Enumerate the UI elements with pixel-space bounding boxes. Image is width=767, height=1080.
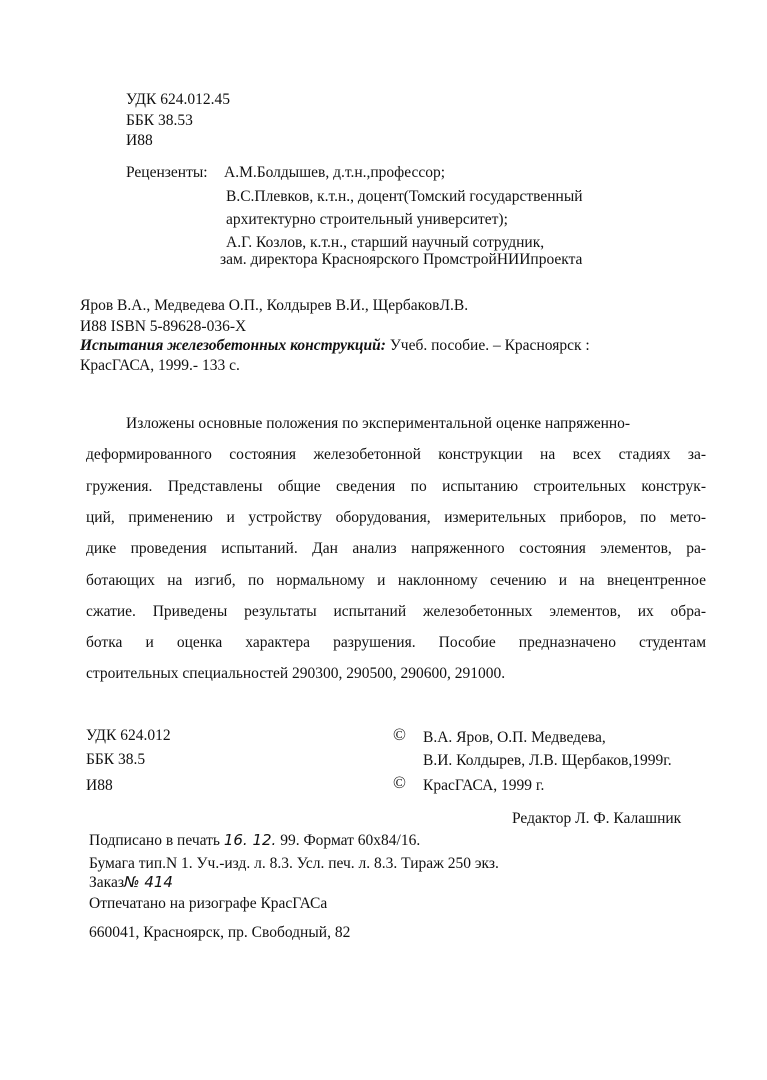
- abstract-line: гружения. Представлены общие сведения по испытанию строительных конструк-: [86, 478, 706, 495]
- author-mark: И88: [126, 132, 153, 149]
- abstract-line: строительных специальностей 290300, 290500, 290600, 291000.: [86, 665, 506, 682]
- reviewer-line: архитектурно строительный университет);: [226, 211, 508, 228]
- order-line: [89, 875, 173, 891]
- paper-line: Бумага тип.N 1. Уч.-изд. л. 8.3. Усл. печ. л. 8.3. Тираж 250 экз.: [89, 855, 499, 872]
- abstract-line: Изложены основные положения по экспериментальной оценке напряженно-: [126, 415, 631, 432]
- handwritten-date: 16. 12.: [223, 831, 277, 849]
- abstract-line: деформированного состояния железобетонной конструкции на всех стадиях за-: [86, 446, 706, 463]
- book-type: Учеб. пособие. – Красноярск :: [385, 337, 590, 354]
- reviewer-line: В.С.Плевков, к.т.н., доцент(Томский государственный: [226, 188, 583, 205]
- copyright-authors: В.А. Яров, О.П. Медведева,: [423, 729, 606, 746]
- bbk-code: ББК 38.53: [126, 112, 193, 129]
- publisher-line: КрасГАСА, 1999.- 133 с.: [80, 357, 240, 374]
- format-text: 99. Формат 60х84/16.: [276, 832, 421, 849]
- copyright-org: КрасГАСА, 1999 г.: [423, 777, 545, 794]
- title-line: [80, 338, 590, 354]
- handwritten-order-number: № 414: [123, 873, 173, 891]
- reviewers-label: Рецензенты:: [126, 164, 208, 181]
- footer-udk: УДК 624.012: [86, 727, 171, 744]
- signed-line: [89, 833, 420, 849]
- copyright-icon: ©: [393, 725, 406, 744]
- footer-author-mark: И88: [86, 777, 113, 794]
- order-label: Заказ: [89, 874, 124, 891]
- abstract-line: дике проведения испытаний. Дан анализ напряженного состояния элементов, ра-: [86, 540, 706, 557]
- abstract-line: сжатие. Приведены результаты испытаний железобетонных элементов, их обра-: [86, 603, 706, 620]
- abstract-line: ботающих на изгиб, по нормальному и наклонному сечению и на внецентренное: [86, 572, 706, 589]
- signed-label: Подписано в печать: [89, 832, 220, 849]
- reviewer-line: А.М.Болдышев, д.т.н.,профессор;: [224, 164, 446, 181]
- authors-line: Яров В.А., Медведева О.П., Колдырев В.И., ЩербаковЛ.В.: [80, 297, 469, 314]
- book-title: Испытания железобетонных конструкций:: [80, 337, 386, 354]
- printed-line: Отпечатано на ризографе КрасГАСа: [89, 895, 328, 912]
- isbn-line: И88 ISBN 5-89628-036-Х: [80, 318, 247, 335]
- udk-code: УДК 624.012.45: [126, 91, 230, 108]
- reviewer-line: зам. директора Красноярского ПромстройНИИпроекта: [220, 251, 583, 268]
- reviewer-line: А.Г. Козлов, к.т.н., старший научный сотрудник,: [226, 234, 545, 251]
- abstract-line: ботка и оценка характера разрушения. Пособие предназначено студентам: [86, 634, 706, 651]
- abstract-line: ций, применению и устройству оборудования, измерительных приборов, по мето-: [86, 509, 706, 526]
- address-line: 660041, Красноярск, пр. Свободный, 82: [89, 924, 351, 941]
- copyright-icon: ©: [393, 773, 406, 792]
- footer-bbk: ББК 38.5: [86, 751, 146, 768]
- editor-line: Редактор Л. Ф. Калашник: [512, 810, 682, 827]
- copyright-authors: В.И. Колдырев, Л.В. Щербаков,1999г.: [423, 752, 672, 769]
